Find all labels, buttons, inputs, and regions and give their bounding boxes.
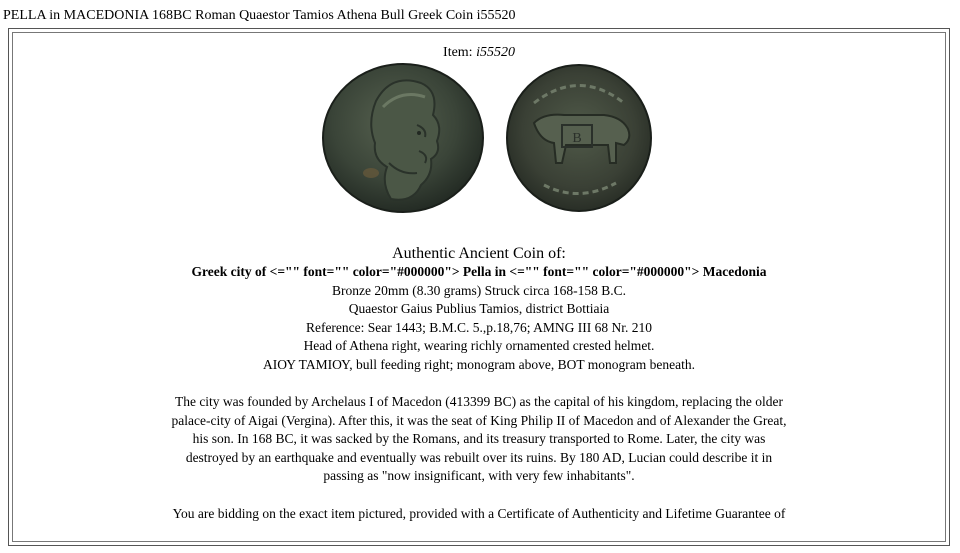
history-line: palace-city of Aigai (Vergina). After this, it was the seat of King Philip II of Macedon and of Alexander the Great, [171,412,787,428]
bidding-paragraph [13,505,945,524]
coin-obverse-athena-icon [321,63,485,213]
coin-images [13,63,945,213]
bidding-line: You are bidding on the exact item pictured, provided with a Certificate of Authenticity and Lifetime Guarantee of [172,505,786,521]
item-label: Item: [443,45,473,60]
history-line: his son. In 168 BC, it was sacked by the Romans, and its treasury transported to Rome. Later, the city was [192,431,766,446]
coin-reverse-bull-icon [504,63,654,213]
history-line: destroyed by an earthquake and eventually was rebuilt over its ruins. By 180 AD, Lucian could describe it in [185,449,773,465]
listing-frame [8,28,950,546]
listing-content [13,45,945,523]
svg-text:B: B [572,131,582,146]
coin-details [13,263,945,374]
detail-reference: Reference: Sear 1443; B.M.C. 5.,p.18,76; AMNG III 68 Nr. 210 [305,319,653,335]
section-heading: Authentic Ancient Coin of: [392,245,566,262]
history-line: passing as "now insignificant, with very few inhabitants". [323,468,635,483]
history-line: The city was founded by Archelaus I of Macedon (413399 BC) as the capital of his kingdom, replacing the older [174,394,784,409]
detail-material: Bronze 20mm (8.30 grams) Struck circa 168-158 B.C. [332,282,626,298]
detail-quaestor: Quaestor Gaius Publius Tamios, district Bottiaia [348,301,610,316]
detail-city: Greek city of <="" font="" color="#000000"> Pella in <="" font="" color="#000000"> Macedonia [191,264,767,279]
detail-obverse: Head of Athena right, wearing richly ornamented crested helmet. [303,338,655,353]
page-title: PELLA in MACEDONIA 168BC Roman Quaestor Tamios Athena Bull Greek Coin i55520 [3,8,516,23]
item-number-row [13,45,945,61]
item-number: i55520 [476,45,515,60]
detail-reverse: ΑΙΟΥ ΤΑΜΙΟΥ, bull feeding right; monogram above, BOT monogram beneath. [262,356,695,372]
listing-frame-inner [12,32,946,542]
history-paragraph [13,393,945,486]
